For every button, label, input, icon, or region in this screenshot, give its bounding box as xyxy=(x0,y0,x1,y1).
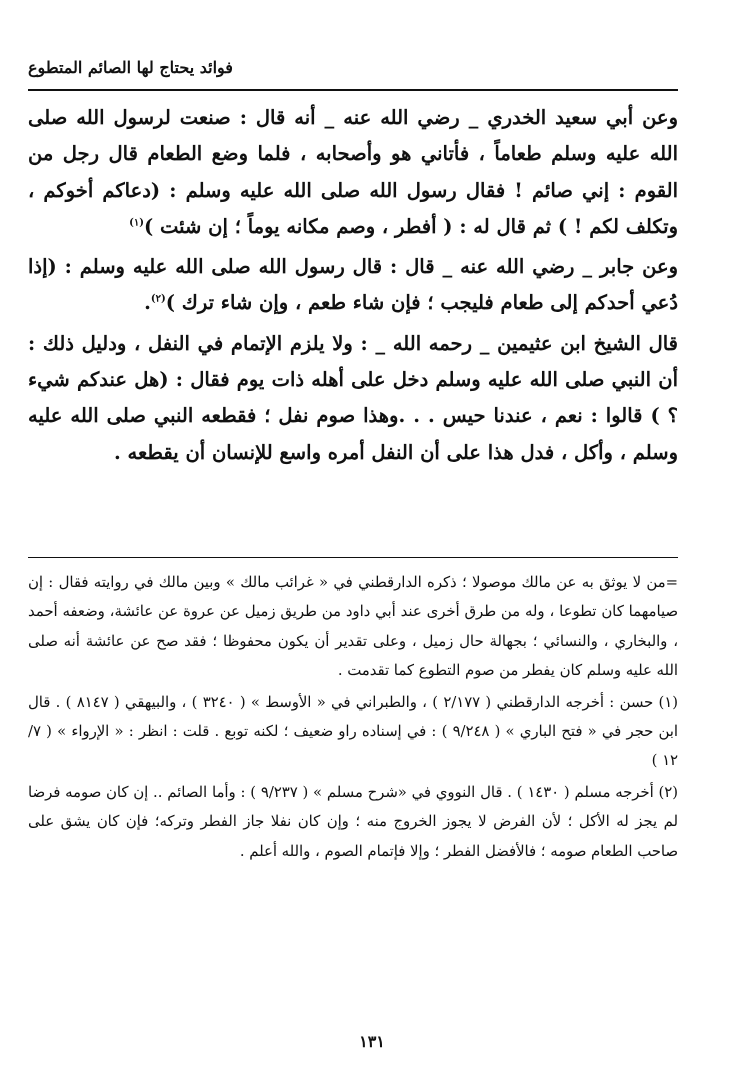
paragraph-text: وعن أبي سعيد الخدري _ رضي الله عنه _ أنه قال : صنعت لرسول الله صلى الله عليه وسلم طعاماً ، فأتاني هو وأصحابه ، فلما وضع الطعام قال رجل من القوم : إني صائم ! فقال رسول الله صلى الله عليه وسلم : (دعاكم أخوكم ، وتكلف لكم ! ) ثم قال له : ( أفطر ، وصم مكانه يوماً ؛ إن شئت ) xyxy=(28,106,678,238)
footnote-1: (١) حسن : أخرجه الدارقطني ( ٢/١٧٧ ) ، والطبراني في « الأوسط » ( ٣٢٤٠ ) ، والبيهقي ( ٨١٤٧ ) . قال ابن حجر في « فتح الباري » ( ٩/٢٤٨ ) : في إسناده راو ضعيف ؛ لكنه توبع . قلت : انظر : « الإرواء » ( ٧/ ١٢ ) xyxy=(28,693,678,770)
footnote-continued: =من لا يوثق به عن مالك موصولا ؛ ذكره الدارقطني في « غرائب مالك » وبين مالك في روايته فقال : إن صيامهما كان تطوعا ، وله من طرق أخرى عند أبي داود من طريق زميل عن عروة عن عائشة، وضعفه أحمد ، والبخاري ، والنسائي ؛ بجهالة حال زميل ، وعلى تقدير أن يكون محفوظا ؛ فقد صح عن عائشة أنه صلى الله عليه وسلم كان يفطر من صوم التطوع كما تقدمت . xyxy=(28,574,678,680)
paragraph-abu-saeed xyxy=(28,100,678,245)
paragraph-text: وعن جابر _ رضي الله عنه _ قال : قال رسول الله صلى الله عليه وسلم : (إذا دُعي أحدكم إلى طعام فليجب ؛ فإن شاء طعم ، وإن شاء ترك ) xyxy=(28,255,678,315)
running-header-title: فوائد يحتاج لها الصائم المتطوع xyxy=(28,58,233,77)
paragraph-end-mark: . xyxy=(144,291,151,315)
footnote-2: (٢) أخرجه مسلم ( ١٤٣٠ ) . قال النووي في «شرح مسلم » ( ٩/٢٣٧ ) : وأما الصائم .. إن كان صومه فرضا لم يجز له الأكل ؛ لأن الفرض لا يجوز الخروج منه ؛ وإن كان نفلا جاز الفطر وتركه؛ فإن كان يشق على صاحب الطعام صومه ؛ فالأفضل الفطر ؛ وإلا فإتمام الصوم ، والله أعلم . xyxy=(28,783,679,860)
footnote-ref-2[interactable]: (٢) xyxy=(150,293,166,305)
main-text xyxy=(28,100,678,471)
page-number: ١٣١ xyxy=(359,1032,385,1051)
footnote-divider xyxy=(28,557,678,558)
footnotes xyxy=(28,568,678,866)
footnote-ref-1[interactable]: (١) xyxy=(129,217,144,229)
paragraph-ibn-uthaymeen: قال الشيخ ابن عثيمين _ رحمه الله _ : ولا يلزم الإتمام في النفل ، ودليل ذلك : أن النبي صلى الله عليه وسلم دخل على أهله ذات يوم فقال : (هل عندكم شيء ؟ ) قالوا : نعم ، عندنا حيس . . .وهذا صوم نفل ؛ فقطعه النبي صلى الله عليه وسلم ، وأكل ، فدل هذا على أن النفل أمره واسع للإنسان أن يقطعه . xyxy=(28,331,678,464)
paragraph-jabir xyxy=(28,249,678,322)
header-divider xyxy=(28,89,678,91)
